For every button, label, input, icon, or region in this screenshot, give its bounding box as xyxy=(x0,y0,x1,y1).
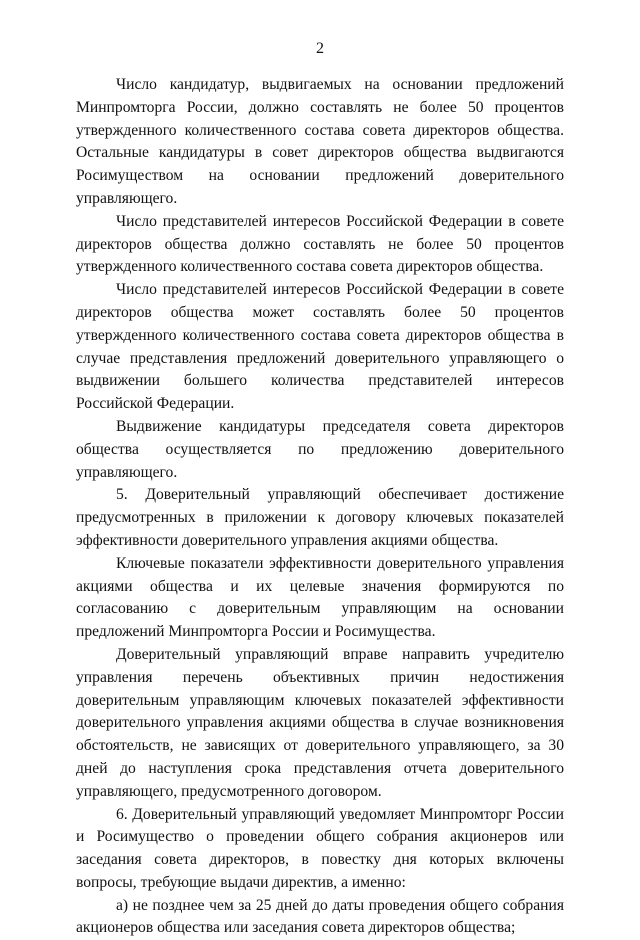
paragraph-representatives-exception: Число представителей интересов Российской Федерации в совете директоров общества может составлять более 50 процентов утвержденного количественного состава совета директоров общества в случае представления предложений доверительного управляющего о выдвижении большего количества представителей интересов Российской Федерации. xyxy=(76,281,564,413)
paragraph-item-6: 6. Доверительный управляющий уведомляет Минпромторг России и Росимущество о проведении общего собрания акционеров или заседания совета директоров, в повестку дня которых включены вопросы, требующие выдачи директив, а именно: xyxy=(76,805,564,891)
paragraph-kpi-reasons: Доверительный управляющий вправе направить учредителю управления перечень объективных причин недостижения доверительным управляющим ключевых показателей эффективности доверительного управления акциями общества в случае возникновения обстоятельств, не зависящих от доверительного управляющего, за 30 дней до наступления срока представления отчета доверительного управляющего, предусмотренного договором. xyxy=(76,645,564,800)
paragraph-item-5: 5. Доверительный управляющий обеспечивает достижение предусмотренных в приложении к договору ключевых показателей эффективности доверительного управления акциями общества. xyxy=(76,486,564,549)
paragraph-item-6a: а) не позднее чем за 25 дней до даты проведения общего собрания акционеров общества или заседания совета директоров общества; xyxy=(76,896,564,937)
paragraph-chairman-nomination: Выдвижение кандидатуры председателя совета директоров общества осуществляется по предложению доверительного управляющего. xyxy=(76,417,564,481)
document-body xyxy=(76,74,564,940)
paragraph-kpi-values: Ключевые показатели эффективности доверительного управления акциями общества и их целевые значения формируются по согласованию с доверительным управляющим на основании предложений Минпромторга России и Росимущества. xyxy=(76,554,564,641)
paragraph-candidates-minpromtorg: Число кандидатур, выдвигаемых на основании предложений Минпромторга России, должно составлять не более 50 процентов утвержденного количественного состава совета директоров общества. Остальные кандидатуры в совет директоров общества выдвигаются Росимуществом на основании предложений доверительного управляющего. xyxy=(76,76,564,207)
paragraph-representatives-limit: Число представителей интересов Российской Федерации в совете директоров общества должно составлять не более 50 процентов утвержденного количественного состава совета директоров общества. xyxy=(76,212,564,276)
page-number: 2 xyxy=(316,40,324,57)
